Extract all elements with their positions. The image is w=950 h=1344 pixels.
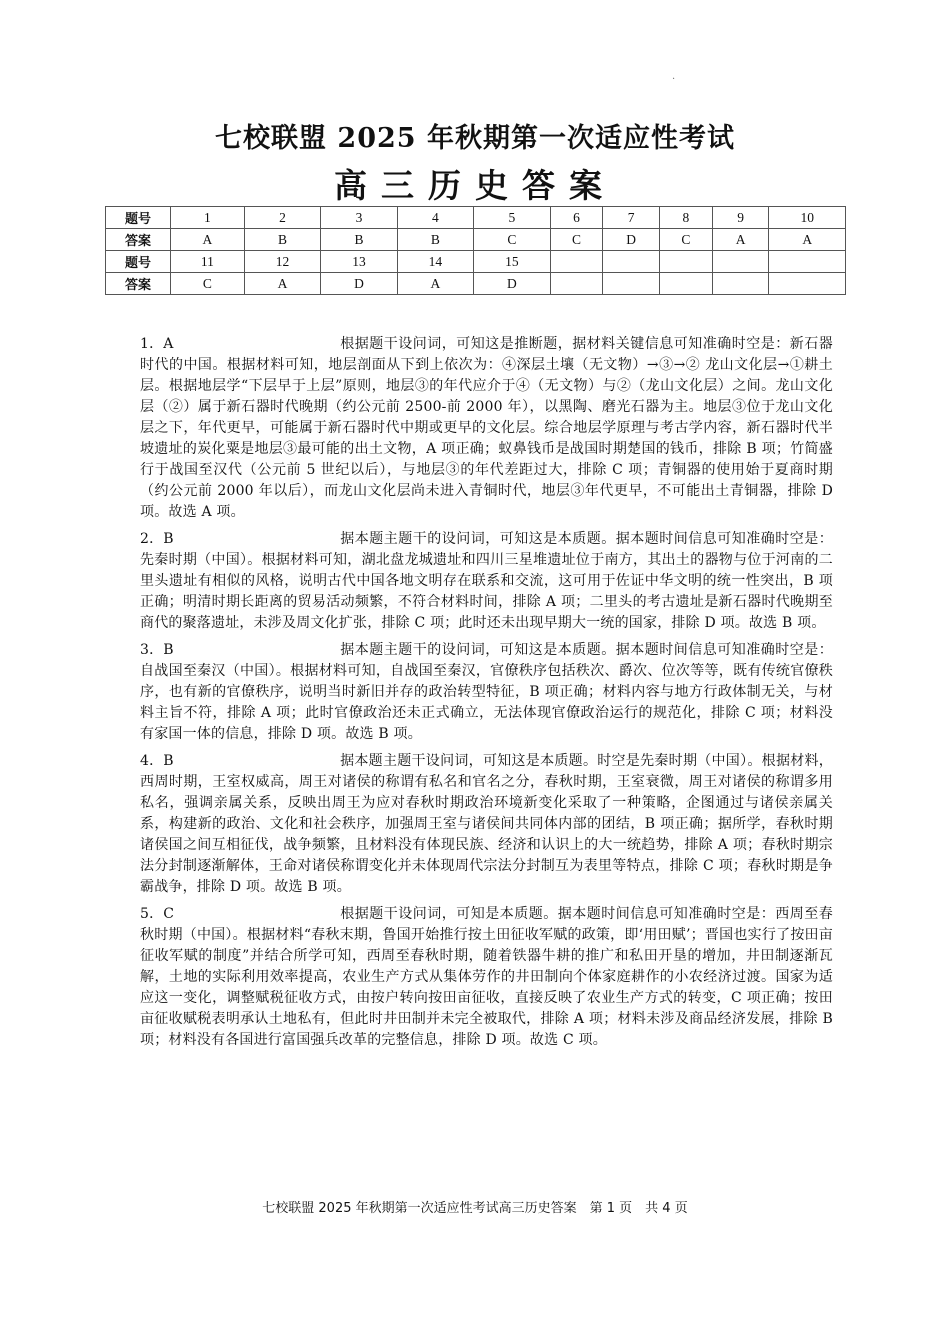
table-cell: C [550, 229, 603, 251]
table-cell: C [474, 229, 550, 251]
answer-item [140, 904, 833, 1051]
table-cell [712, 251, 769, 273]
row-header: 答案 [106, 229, 171, 251]
table-cell: C [171, 273, 245, 295]
table-cell: D [321, 273, 397, 295]
table-cell: A [397, 273, 473, 295]
table-cell: A [769, 229, 846, 251]
table-row [106, 229, 846, 251]
table-cell [712, 273, 769, 295]
table-cell: 7 [603, 207, 660, 229]
table-row [106, 207, 846, 229]
table-cell: D [603, 229, 660, 251]
answer-item [140, 334, 833, 523]
table-cell: 13 [321, 251, 397, 273]
table-cell [769, 273, 846, 295]
table-cell: 6 [550, 207, 603, 229]
row-header: 题号 [106, 251, 171, 273]
answer-item [140, 640, 833, 745]
answer-label: 1．A [140, 336, 174, 352]
table-cell: 15 [474, 251, 550, 273]
table-cell: B [397, 229, 473, 251]
table-cell: A [171, 229, 245, 251]
table-cell [660, 251, 713, 273]
table-cell [660, 273, 713, 295]
answer-label: 5．C [140, 906, 175, 922]
table-cell [603, 251, 660, 273]
table-cell: 4 [397, 207, 473, 229]
table-row [106, 273, 846, 295]
row-header: 答案 [106, 273, 171, 295]
table-cell: 5 [474, 207, 550, 229]
answer-label: 3．B [140, 642, 174, 658]
table-row [106, 251, 846, 273]
exam-title: 七校联盟 2025 年秋期第一次适应性考试 [215, 123, 735, 154]
table-cell [550, 251, 603, 273]
answer-text: 据本题主题干的设问词，可知这是本质题。据本题时间信息可知准确时空是：先秦时期（中国）。根据材料可知，湖北盘龙城遗址和四川三星堆遗址位于南方，其出土的器物与位于河南的二里头遗址有相似的风格，说明古代中国各地文明存在联系和交流，这可用于佐证中华文明的统一性突出，B 项正确；明清时期长距离的贸易活动频繁，不符合材料时间，排除 A 项；二里头的考古遗址是新石器时代晚期至商代的聚落遗址，未涉及周文化扩张，排除 C 项；此时还未出现早期大一统的国家，排除 D 项。故选 B 项。 [140, 531, 833, 631]
table-cell: 12 [244, 251, 320, 273]
answer-label: 4．B [140, 753, 174, 769]
answer-text: 根据题干设问词，可知这是推断题，据材料关键信息可知准确时空是：新石器时代的中国。根据材料可知，地层剖面从下到上依次为：④深层土壤（无文物）→③→② 龙山文化层→①耕土层。根据地层学“下层早于上层”原则，地层③的年代应介于④（无文物）与②（龙山文化层）之间。龙山文化层（②）属于新石器时代晚期（约公元前 2500-前 2000 年），以黑陶、磨光石器为主。地层③位于龙山文化层之下，年代更早，可能属于新石器时代中期或更早的文化层。综合地层学原理与考古学内容，新石器时代半坡遗址的炭化粟是地层③最可能的出土文物，A 项正确；蚁鼻钱币是战国时期楚国的钱币，排除 B 项；竹简盛行于战国至汉代（公元前 5 世纪以后），与地层③的年代差距过大，排除 C 项；青铜器的使用始于夏商时期（约公元前 2000 年以后），而龙山文化层尚未进入青铜时代，地层③年代更早，不可能出土青铜器，排除 D 项。故选 A 项。 [140, 336, 833, 520]
table-cell: 9 [712, 207, 769, 229]
table-cell: 14 [397, 251, 473, 273]
answer-table [105, 206, 846, 295]
table-cell: 3 [321, 207, 397, 229]
answer-label: 2．B [140, 531, 174, 547]
page-dot: · [672, 74, 676, 85]
table-cell: D [474, 273, 550, 295]
table-cell: C [660, 229, 713, 251]
table-cell [769, 251, 846, 273]
table-cell: 11 [171, 251, 245, 273]
answer-text: 据本题主题干设问词，可知这是本质题。时空是先秦时期（中国）。根据材料，西周时期，王室权威高，周王对诸侯的称谓有私名和官名之分，春秋时期，王室衰微，周王对诸侯的称谓多用私名，强调亲属关系，反映出周王为应对春秋时期政治环境新变化采取了一种策略，企图通过与诸侯亲属关系，构建新的政治、文化和社会秩序，加强周王室与诸侯间共同体内部的团结，B 项正确；据所学，春秋时期诸侯国之间互相征伐，战争频繁，且材料没有体现民族、经济和认识上的大一统趋势，排除 A 项；春秋时期宗法分封制逐渐解体，王命对诸侯称谓变化并未体现周代宗法分封制互为表里等特点，排除 C 项；春秋时期是争霸战争，排除 D 项。故选 B 项。 [140, 753, 833, 895]
subject-title: 高三历史答案 [334, 166, 616, 205]
table-cell: A [712, 229, 769, 251]
page-footer: 七校联盟 2025 年秋期第一次适应性考试高三历史答案 第 1 页 共 4 页 [262, 1201, 688, 1216]
table-cell: 8 [660, 207, 713, 229]
answer-item [140, 751, 833, 898]
table-cell: 2 [244, 207, 320, 229]
answer-item [140, 529, 833, 634]
answer-text: 根据题干设问词，可知是本质题。据本题时间信息可知准确时空是：西周至春秋时期（中国）。根据材料“春秋末期，鲁国开始推行按土田征收军赋的政策，即‘用田赋’；晋国也实行了按田亩征收军赋的制度”并结合所学可知，西周至春秋时期，随着铁器牛耕的推广和私田开垦的增加，井田制逐渐瓦解，土地的实际利用效率提高，农业生产方式从集体劳作的井田制向个体家庭耕作的小农经济过渡。国家为适应这一变化，调整赋税征收方式，由按户转向按田亩征收，直接反映了农业生产方式的转变，C 项正确；按田亩征收赋税表明承认土地私有，但此时井田制并未完全被取代，排除 A 项；材料未涉及商品经济发展，排除 B 项；材料没有各国进行富国强兵改革的完整信息，排除 D 项。故选 C 项。 [140, 906, 833, 1048]
table-cell: 1 [171, 207, 245, 229]
answer-explanations [140, 334, 833, 1057]
table-cell [603, 273, 660, 295]
answer-text: 据本题主题干的设问词，可知这是本质题。据本题时间信息可知准确时空是：自战国至秦汉（中国）。根据材料可知，自战国至秦汉，官僚秩序包括秩次、爵次、位次等等，既有传统官僚秩序，也有新的官僚秩序，说明当时新旧并存的政治转型特征，B 项正确；材料内容与地方行政体制无关，与材料主旨不符，排除 A 项；此时官僚政治还未正式确立，无法体现官僚政治运行的规范化，排除 C 项；材料没有家国一体的信息，排除 D 项。故选 B 项。 [140, 642, 833, 742]
table-cell: 10 [769, 207, 846, 229]
table-cell: B [244, 229, 320, 251]
table-cell: B [321, 229, 397, 251]
table-cell [550, 273, 603, 295]
row-header: 题号 [106, 207, 171, 229]
table-cell: A [244, 273, 320, 295]
